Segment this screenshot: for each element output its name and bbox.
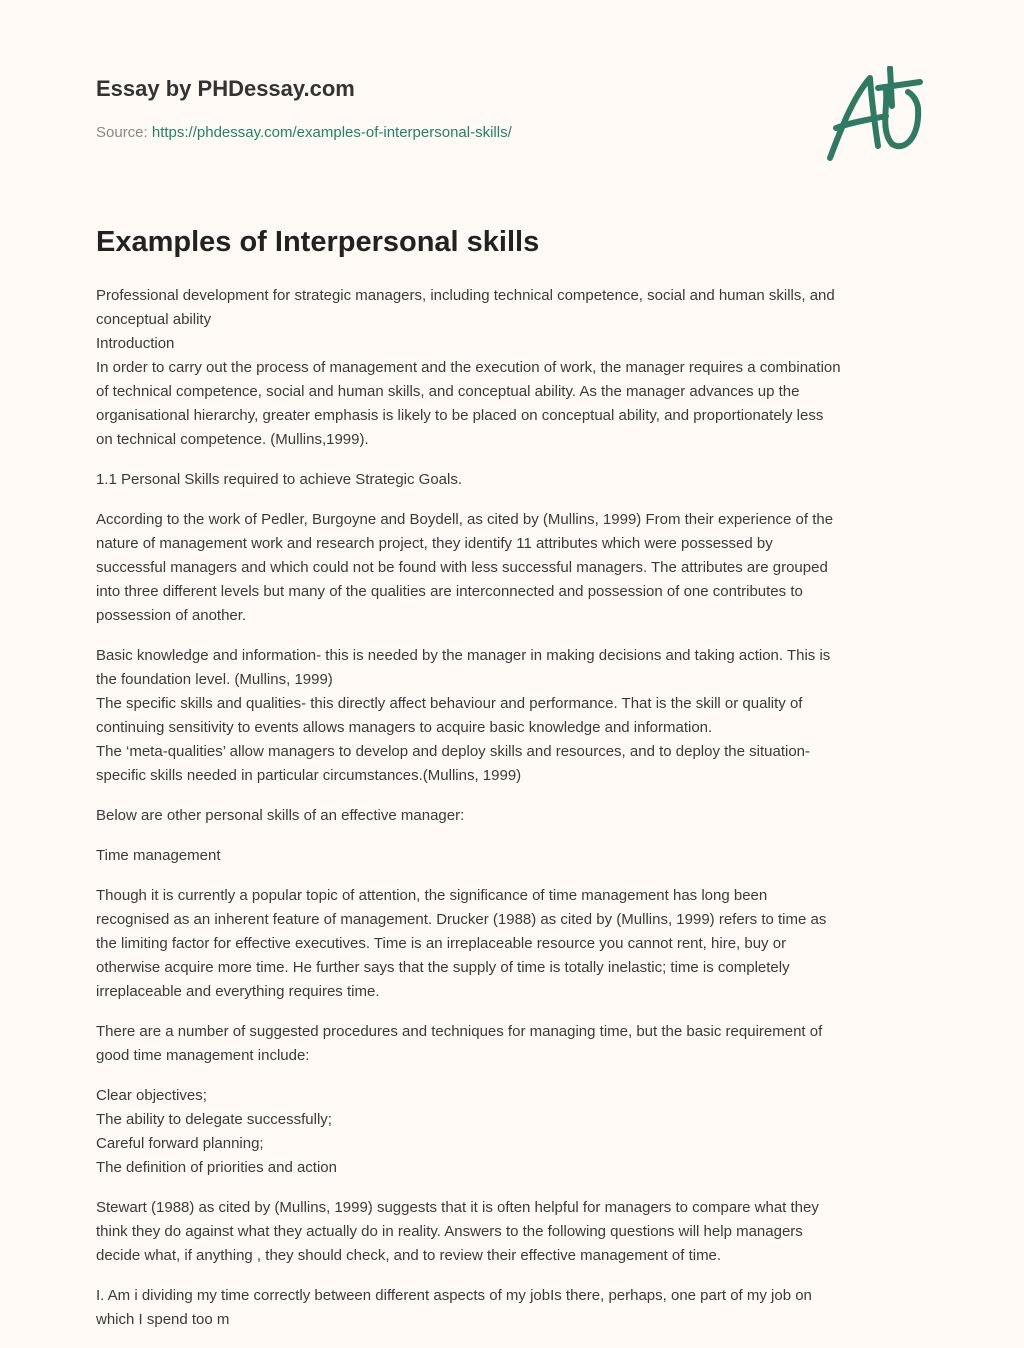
- text-line: think they do against what they actually do in reality. Answers to the following questions will help managers: [96, 1223, 803, 1240]
- text-line: conceptual ability: [96, 311, 212, 328]
- text-line: of technical competence, social and human skills, and conceptual ability. As the manager advances up the: [96, 383, 800, 400]
- paragraph: [96, 1196, 936, 1268]
- site-brand: Essay by PHDessay.com: [96, 76, 355, 101]
- text-line: The definition of priorities and action: [96, 1159, 337, 1176]
- text-line: organisational hierarchy, greater emphasis is likely to be placed on conceptual ability, and proportionately less: [96, 407, 824, 424]
- text-line: The ‘meta-qualities’ allow managers to develop and deploy skills and resources, and to deploy the situation-: [96, 743, 811, 760]
- source-link[interactable]: https://phdessay.com/examples-of-interpersonal-skills/: [151, 124, 512, 141]
- text-line: specific skills needed in particular circumstances.(Mullins, 1999): [96, 767, 522, 784]
- paragraph: [96, 468, 936, 492]
- text-line: In order to carry out the process of management and the execution of work, the manager requires a combination: [96, 359, 841, 376]
- source-label: Source:: [96, 124, 148, 141]
- text-line: There are a number of suggested procedures and techniques for managing time, but the basic requirement of: [96, 1023, 823, 1040]
- paragraph: [96, 1020, 936, 1068]
- paragraph: [96, 1284, 936, 1332]
- text-line: irreplaceable and everything requires time.: [96, 983, 380, 1000]
- text-line: Clear objectives;: [96, 1087, 207, 1104]
- text-line: decide what, if anything , they should check, and to review their effective management of time.: [96, 1247, 722, 1264]
- text-line: Professional development for strategic managers, including technical competence, social and human skills, and: [96, 287, 835, 304]
- text-line: the limiting factor for effective executives. Time is an irreplaceable resource you cannot rent, hire, buy or: [96, 935, 787, 952]
- paragraph: [96, 844, 936, 868]
- text-line: The ability to delegate successfully;: [96, 1111, 332, 1128]
- text-line: 1.1 Personal Skills required to achieve Strategic Goals.: [96, 471, 463, 488]
- source-line: [96, 124, 512, 141]
- text-line: The specific skills and qualities- this directly affect behaviour and performance. That is the skill or quality of: [96, 695, 803, 712]
- paragraph: [96, 284, 936, 452]
- paragraph: [96, 508, 936, 628]
- text-line: Careful forward planning;: [96, 1135, 264, 1152]
- text-line: on technical competence. (Mullins,1999).: [96, 431, 369, 448]
- essay-title: Examples of Interpersonal skills: [96, 226, 540, 258]
- text-line: Introduction: [96, 335, 175, 352]
- essay-body: [96, 284, 936, 1348]
- text-line: successful managers and which could not be found with less successful managers. The attributes are grouped: [96, 559, 828, 576]
- text-line: into three different levels but many of the qualities are interconnected and possession of one contributes to: [96, 583, 803, 600]
- paragraph: [96, 804, 936, 828]
- text-line: which I spend too m: [96, 1311, 230, 1328]
- text-line: good time management include:: [96, 1047, 310, 1064]
- text-line: Time management: [96, 847, 221, 864]
- paragraph: [96, 884, 936, 1004]
- text-line: nature of management work and research project, they identify 11 attributes which were possessed by: [96, 535, 773, 552]
- text-line: Stewart (1988) as cited by (Mullins, 1999) suggests that it is often helpful for managers to compare what they: [96, 1199, 819, 1216]
- text-line: Basic knowledge and information- this is needed by the manager in making decisions and taking action. This is: [96, 647, 831, 664]
- text-line: I. Am i dividing my time correctly between different aspects of my jobIs there, perhaps, one part of my job on: [96, 1287, 812, 1304]
- text-line: possession of another.: [96, 607, 247, 624]
- text-line: According to the work of Pedler, Burgoyne and Boydell, as cited by (Mullins, 1999) From their experience of the: [96, 511, 834, 528]
- text-line: otherwise acquire more time. He further says that the supply of time is totally inelastic; time is completely: [96, 959, 790, 976]
- text-line: Below are other personal skills of an effective manager:: [96, 807, 465, 824]
- a-plus-logo: [820, 66, 930, 166]
- text-line: Though it is currently a popular topic of attention, the significance of time management has long been: [96, 887, 768, 904]
- paragraph: [96, 644, 936, 788]
- paragraph: [96, 1084, 936, 1180]
- text-line: recognised as an inherent feature of management. Drucker (1988) as cited by (Mullins, 1999) refers to time as: [96, 911, 827, 928]
- text-line: continuing sensitivity to events allows managers to acquire basic knowledge and information.: [96, 719, 713, 736]
- text-line: the foundation level. (Mullins, 1999): [96, 671, 333, 688]
